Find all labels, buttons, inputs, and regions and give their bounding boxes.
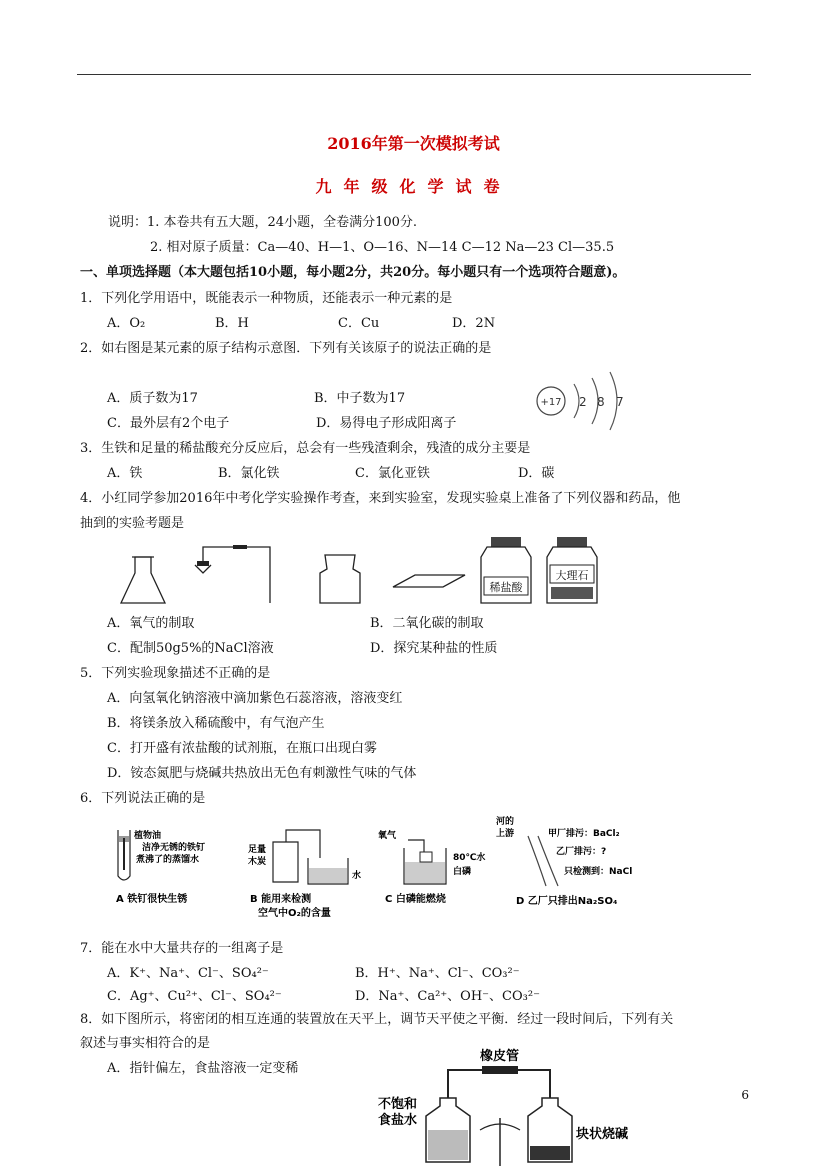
combustion-bottle-icon (273, 830, 348, 884)
q2-option-d: D．易得电子形成阳离子 (316, 416, 457, 431)
fig-d-label-2: 上游 (496, 829, 515, 839)
fig-d-caption: D 乙厂只排出Na₂SO₄ (516, 896, 618, 907)
conical-flask-icon (121, 557, 165, 603)
fig-d-label-4: 乙厂排污：? (556, 847, 607, 857)
hydrochloric-acid-bottle-icon (481, 537, 531, 603)
q4-stem-line-1: 4．小红同学参加2016年中考化学实验操作考查，来到实验室，发现实验桌上准备了下列仪器和药品，他 (80, 491, 681, 506)
fig-a-label-1: 植物油 (134, 831, 162, 841)
q7-option-d: D．Na⁺、Ca²⁺、OH⁻、CO₃²⁻ (355, 989, 540, 1004)
q3-option-d: D．碳 (518, 466, 555, 481)
q3-stem: 3．生铁和足量的稀盐酸充分反应后，总会有一些残渣剩余，残渣的成分主要是 (80, 441, 531, 456)
q8-stem-line-1: 8．如下图所示，将密闭的相互连通的装置放在天平上，调节天平使之平衡．经过一段时间后，下列有关 (80, 1012, 674, 1027)
fig-a-label-3: 煮沸了的蒸馏水 (136, 855, 200, 865)
rubber-tube-label: 橡皮管 (480, 1049, 520, 1064)
shell-1-label: 2 (579, 395, 587, 409)
q8-stem-line-2: 叙述与事实相符合的是 (80, 1036, 211, 1051)
lab-apparatus-figure (115, 535, 605, 607)
q7-option-c: C．Ag⁺、Cu²⁺、Cl⁻、SO₄²⁻ (107, 989, 282, 1004)
glass-slide-icon (393, 575, 465, 587)
q5-stem: 5．下列实验现象描述不正确的是 (80, 666, 271, 681)
marble-bottle-icon (547, 537, 597, 603)
q7-option-a: A．K⁺、Na⁺、Cl⁻、SO₄²⁻ (107, 966, 269, 981)
fig-d-label-1: 河的 (496, 817, 515, 827)
q5-option-c: C．打开盛有浓盐酸的试剂瓶，在瓶口出现白雾 (107, 741, 377, 756)
page-number: 6 (741, 1088, 749, 1102)
q5-option-a: A．向氢氧化钠溶液中滴加紫色石蕊溶液，溶液变红 (107, 691, 403, 706)
q2-option-b: B．中子数为17 (314, 391, 406, 406)
river-icon (528, 836, 558, 886)
q1-option-d: D．2N (452, 316, 496, 331)
fig-b-label-1: 足量 (248, 845, 267, 855)
flask-right-icon (528, 1098, 572, 1162)
gas-delivery-tube-icon (195, 545, 270, 603)
fig-b-caption-1: B 能用来检测 (250, 894, 312, 905)
q1-option-b: B．H (215, 316, 249, 331)
unsaturated-label: 不饱和 (378, 1097, 418, 1112)
caustic-soda-label: 块状烧碱 (576, 1127, 629, 1142)
q3-option-a: A．铁 (107, 466, 143, 481)
page-title: 2016年第一次模拟考试 (327, 134, 500, 153)
q2-option-a: A．质子数为17 (107, 391, 198, 406)
q1-option-c: C．Cu (338, 316, 380, 331)
top-rule (77, 74, 751, 75)
section-heading: 一、单项选择题（本大题包括10小题，每小题2分，共20分。每小题只有一个选项符合题意)。 (80, 265, 626, 280)
flask-left-icon (426, 1098, 470, 1162)
fig-a-label-2: 洁净无锈的铁钉 (142, 843, 206, 853)
q4-option-c: C．配制50g5%的NaCl溶液 (107, 641, 274, 656)
q7-option-b: B．H⁺、Na⁺、Cl⁻、CO₃²⁻ (355, 966, 520, 981)
note-line-1: 说明：1. 本卷共有五大题，24小题，全卷满分100分. (108, 215, 418, 230)
fig-b-label-3: 水 (352, 871, 362, 881)
q5-option-d: D．铵态氮肥与烧碱共热放出无色有刺激性气味的气体 (107, 766, 417, 781)
q4-option-b: B．二氧化碳的制取 (370, 616, 484, 631)
q6-experiment-figures (108, 812, 668, 922)
fig-c-label-2: 80℃水 (453, 853, 486, 863)
q8-option-a: A．指针偏左，食盐溶液一定变稀 (107, 1061, 299, 1076)
q7-stem: 7．能在水中大量共存的一组离子是 (80, 941, 284, 956)
balance-apparatus-figure (370, 1040, 650, 1170)
fig-a-caption: A 铁钉很快生锈 (116, 894, 188, 905)
page-subtitle: 九年级化学试卷 (315, 177, 512, 196)
q6-stem: 6．下列说法正确的是 (80, 791, 206, 806)
q2-option-c: C．最外层有2个电子 (107, 416, 230, 431)
fig-b-caption-2: 空气中O₂的含量 (258, 908, 331, 919)
atom-structure-diagram (532, 370, 632, 432)
hot-water-beaker-icon (404, 840, 446, 884)
shell-3-label: 7 (616, 395, 624, 409)
q4-option-d: D．探究某种盐的性质 (370, 641, 498, 656)
q5-option-b: B．将镁条放入稀硫酸中，有气泡产生 (107, 716, 325, 731)
fig-d-label-5: 只检测到：NaCl (564, 867, 633, 877)
salt-water-label: 食盐水 (378, 1113, 418, 1128)
hydrochloric-acid-label: 稀盐酸 (489, 581, 523, 594)
nucleus-label: +17 (540, 397, 562, 408)
q2-stem: 2．如右图是某元素的原子结构示意图．下列有关该原子的说法正确的是 (80, 341, 492, 356)
reagent-bottle-icon (320, 555, 360, 603)
marble-label: 大理石 (555, 569, 589, 582)
q1-stem: 1．下列化学用语中，既能表示一种物质，还能表示一种元素的是 (80, 291, 453, 306)
test-tube-icon (118, 830, 130, 880)
fig-c-caption: C 白磷能燃烧 (385, 894, 446, 905)
q3-option-c: C．氯化亚铁 (355, 466, 430, 481)
fig-c-label-1: 氧气 (378, 831, 397, 841)
fig-b-label-2: 木炭 (248, 857, 267, 867)
q4-stem-line-2: 抽到的实验考题是 (80, 516, 185, 531)
shell-2-label: 8 (597, 395, 605, 409)
q3-option-b: B．氯化铁 (218, 466, 280, 481)
fig-d-label-3: 甲厂排污：BaCl₂ (548, 829, 620, 839)
balance-pointer-icon (480, 1118, 520, 1166)
q1-option-a: A．O₂ (107, 316, 146, 331)
note-line-2: 2. 相对原子质量：Ca—40、H—1、O—16、N—14 C—12 Na—23 Cl—35.5 (150, 240, 615, 255)
q4-option-a: A．氧气的制取 (107, 616, 195, 631)
fig-c-label-3: 白磷 (453, 867, 472, 877)
